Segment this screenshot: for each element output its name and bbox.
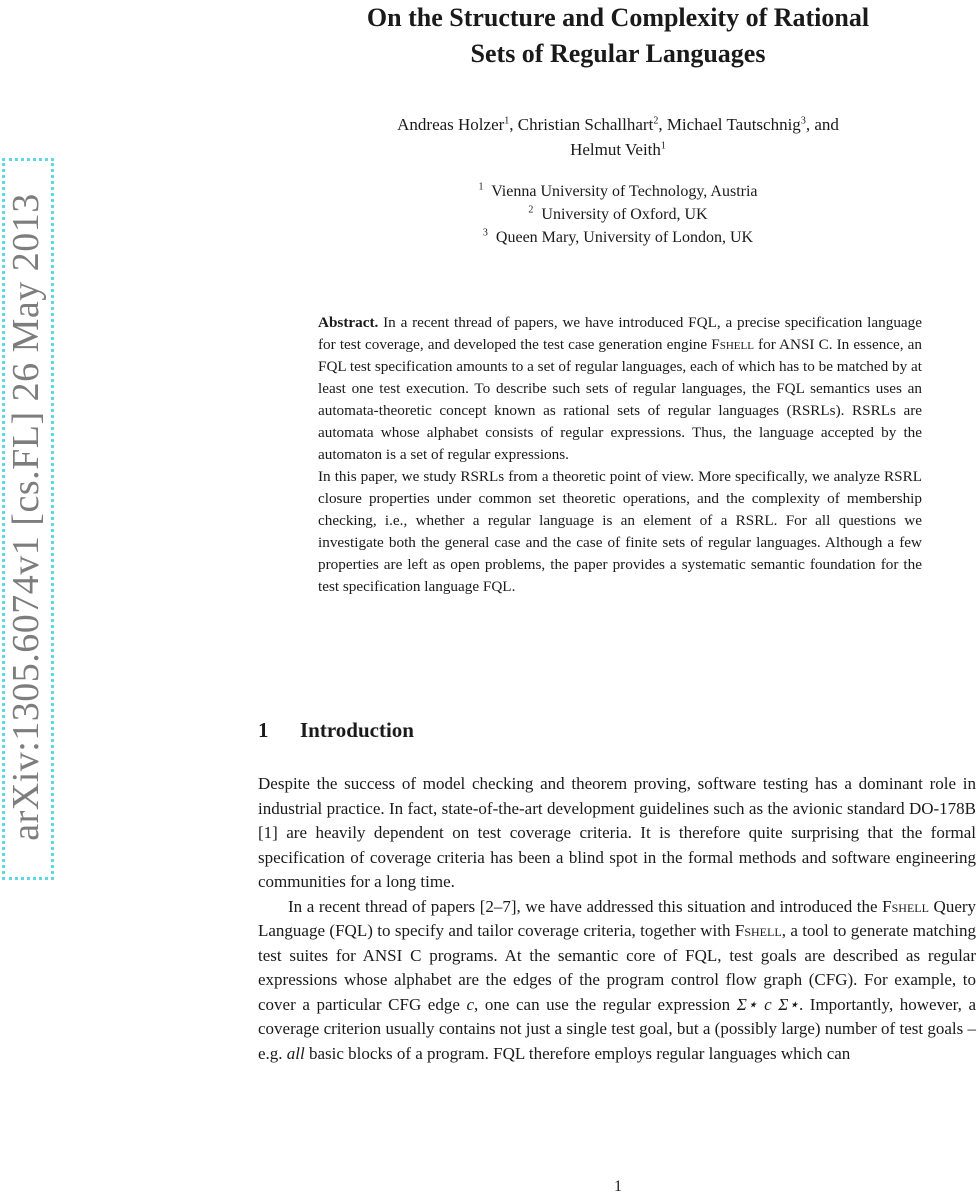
fshell-name: Fshell — [711, 336, 754, 353]
section-heading — [258, 718, 414, 743]
affiliation-list — [300, 180, 936, 249]
paper-title — [258, 0, 978, 72]
affiliation-item — [300, 180, 936, 203]
author-list: Andreas Holzer$^1$, Christian Schallhart$^2$, Michael Tautschnig$^3$, and Helmut Veith$^1$ — [397, 115, 839, 159]
body-text-run: , a tool to generate matching test suites for ANSI C programs. At the semantic core of FQL, test goals are described as regular expressions whose alphabet are the edges of the program control flow graph (CFG). For example, to cover a particular CFG edge — [258, 921, 976, 1014]
body-paragraph: Despite the success of model checking and theorem proving, software testing has a dominant role in industrial practice. In fact, state-of-the-art development guidelines such as the avionic standard DO-178B [1] are heavily dependent on test coverage criteria. It is therefore quite surprising that the formal specification of coverage criteria has been a blind spot in the formal methods and software engineering communities for a long time. — [258, 774, 976, 891]
body-text — [258, 772, 976, 1066]
arxiv-identifier: arXiv:1305.6074v1 [cs.FL] 26 May 2013 — [5, 193, 47, 841]
section-title: Introduction — [300, 718, 414, 742]
abstract-paragraph: In this paper, we study RSRLs from a theoretic point of view. More specifically, we analyze RSRL closure properties under common set theoretic operations, and the complexity of membership checking, i.e., whether a regular language is an element of a RSRL. For all questions we investigate both the general case and the case of finite sets of regular languages. Although a few properties are left as open problems, the paper provides a systematic semantic foundation for the test specification language FQL. — [318, 468, 922, 595]
body-text-run: , one can use the regular expression — [474, 994, 731, 1014]
fshell-name: Fshell — [882, 896, 929, 916]
affiliation-name: Queen Mary, University of London, UK — [495, 229, 754, 246]
body-text-run: In a recent thread of papers [2–7], we have addressed this situation and introduced the — [288, 896, 878, 916]
section-number: 1 — [258, 718, 269, 742]
affiliation-number: 3 — [482, 227, 488, 239]
math-expression: Σ⋆ c Σ⋆ — [736, 994, 799, 1014]
body-paragraph — [258, 895, 976, 1067]
abstract-label: Abstract. — [318, 314, 379, 331]
emphasis: all — [286, 1043, 305, 1063]
body-text-run: Query Language (FQL) to specify and tailor coverage criteria, together with — [258, 896, 977, 940]
author-conjunction: and — [814, 115, 839, 134]
body-text-run: basic blocks of a program. FQL therefore employs regular languages which can — [309, 1043, 851, 1063]
author-name: Helmut Veith — [570, 140, 661, 159]
affiliation-number: 2 — [528, 204, 534, 216]
affiliation-item — [300, 203, 936, 226]
abstract — [318, 312, 922, 598]
affiliation-name: University of Oxford, UK — [541, 206, 708, 223]
abstract-paragraph — [318, 312, 922, 466]
affiliation-mark: 2 — [653, 115, 659, 127]
title-line-2: Sets of Regular Languages — [470, 39, 766, 68]
page-number: 1 — [614, 1178, 622, 1195]
math-variable: c — [466, 994, 475, 1014]
author-name: Christian Schallhart — [517, 115, 654, 134]
author-name: Michael Tautschnig — [666, 115, 801, 134]
abstract-text: In a recent thread of papers, we have introduced FQL, a precise specification language for test coverage, and developed the test case generation engine — [318, 314, 922, 353]
affiliation-mark: 1 — [660, 140, 666, 152]
body-text-run: . Importantly, however, a coverage criterion usually contains not just a single test goal, but a (possibly large) number of test goals – e.g. — [258, 994, 976, 1063]
author-name: Andreas Holzer — [397, 115, 505, 134]
abstract-text: for ANSI C. In essence, an FQL test specification amounts to a set of regular languages, each of which has to be matched by at least one test execution. To describe such sets of regular languages, the FQL semantics uses an automata-theoretic concept known as rational sets of regular languages (RSRLs). RSRLs are automata whose alphabet consists of regular expressions. Thus, the language accepted by the automaton is a set of regular expressions. — [318, 336, 923, 463]
affiliation-item — [300, 226, 936, 249]
affiliation-number: 1 — [478, 181, 484, 193]
fshell-name: Fshell — [734, 921, 782, 940]
affiliation-mark: 1 — [504, 115, 510, 127]
title-line-1: On the Structure and Complexity of Rational — [366, 3, 870, 32]
affiliation-mark: 3 — [800, 115, 806, 127]
affiliation-name: Vienna University of Technology, Austria — [491, 183, 758, 200]
